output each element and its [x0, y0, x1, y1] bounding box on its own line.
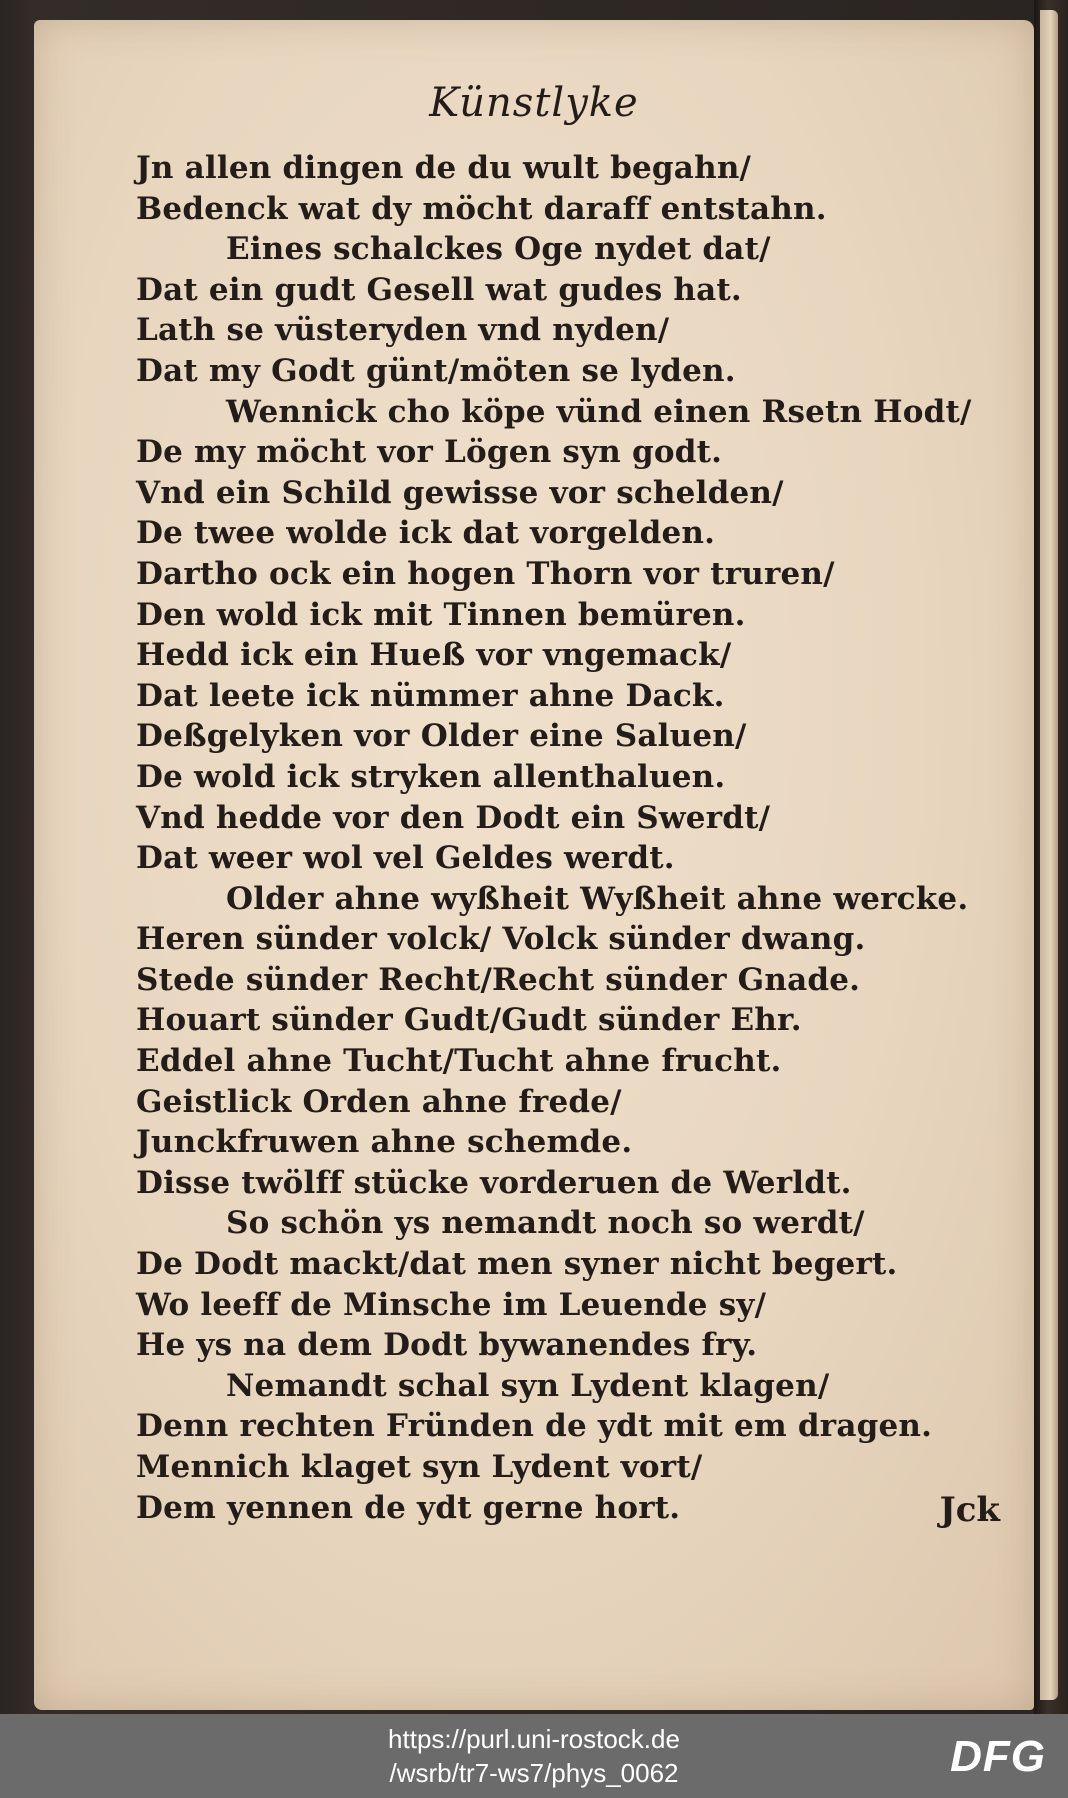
book-page [34, 20, 1034, 1710]
text-line: So schön ys nemandt noch so werdt/ [226, 1205, 865, 1242]
text-line: Vnd hedde vor den Dodt ein Swerdt/ [136, 799, 771, 836]
text-line: Stede sünder Recht/Recht sünder Gnade. [136, 961, 861, 998]
text-line: Vnd ein Schild gewisse vor schelden/ [136, 474, 784, 511]
dfg-logo: DFG [950, 1732, 1046, 1781]
text-line: Houart sünder Gudt/Gudt sünder Ehr. [136, 1002, 802, 1039]
text-line: De my möcht vor Lögen syn godt. [136, 434, 723, 471]
text-line: He ys na dem Dodt bywanendes fry. [136, 1327, 758, 1364]
text-line: Eines schalckes Oge nydet dat/ [226, 231, 771, 268]
text-line: Eddel ahne Tucht/Tucht ahne frucht. [136, 1043, 782, 1080]
text-line: Older ahne wyßheit Wyßheit ahne wercke. [226, 880, 969, 917]
text-line: Mennich klaget syn Lydent vort/ [136, 1449, 703, 1485]
footer-bar [0, 1714, 1068, 1798]
text-line: Wo leeff de Minsche im Leuende sy/ [136, 1286, 767, 1323]
text-line: De Dodt mackt/dat men syner nicht begert. [136, 1246, 898, 1283]
text-line: De twee wolde ick dat vorgelden. [136, 515, 716, 552]
text-line: Bedenck wat dy möcht daraff entstahn. [136, 190, 827, 227]
text-line: Deßgelyken vor Older eine Saluen/ [136, 718, 747, 755]
text-line: Heren sünder volck/ Volck sünder dwang. [136, 921, 866, 958]
page-edge [1040, 10, 1058, 1700]
poem-text-block [136, 148, 1026, 1528]
text-line: Denn rechten Fründen de ydt mit em dragen. [136, 1408, 933, 1445]
text-line: Lath se vüsteryden vnd nyden/ [136, 312, 670, 349]
text-line: Dem yennen de ydt gerne hort. [136, 1489, 681, 1526]
text-line: Dartho ock ein hogen Thorn vor truren/ [136, 555, 835, 592]
text-line: Geistlick Orden ahne frede/ [136, 1083, 622, 1120]
text-line: De wold ick stryken allenthaluen. [136, 758, 726, 795]
text-line: Junckfruwen ahne schemde. [136, 1124, 633, 1161]
permalink-line-2: /wsrb/tr7-ws7/phys_0062 [389, 1758, 679, 1788]
text-line: Hedd ick ein Hueß vor vngemack/ [136, 637, 732, 674]
catchword: Jck [939, 1490, 1000, 1530]
text-line: Dat my Godt günt/möten se lyden. [136, 352, 736, 389]
text-line: Disse twölff stücke vorderuen de Werldt. [136, 1164, 852, 1201]
text-line: Jn allen dingen de du wult begahn/ [136, 150, 752, 186]
running-head: Künstlyke [429, 80, 639, 126]
text-line: Wennick cho köpe vünd einen Rsetn Hodt/ [226, 393, 972, 430]
text-line: Dat weer wol vel Geldes werdt. [136, 840, 675, 877]
text-line: Nemandt schal syn Lydent klagen/ [226, 1367, 830, 1404]
text-line: Den wold ick mit Tinnen bemüren. [136, 596, 746, 633]
permalink[interactable] [0, 1722, 1068, 1790]
permalink-line-1: https://purl.uni-rostock.de [388, 1724, 680, 1754]
text-line: Dat ein gudt Gesell wat gudes hat. [136, 271, 742, 308]
text-line: Dat leete ick nümmer ahne Dack. [136, 677, 725, 714]
